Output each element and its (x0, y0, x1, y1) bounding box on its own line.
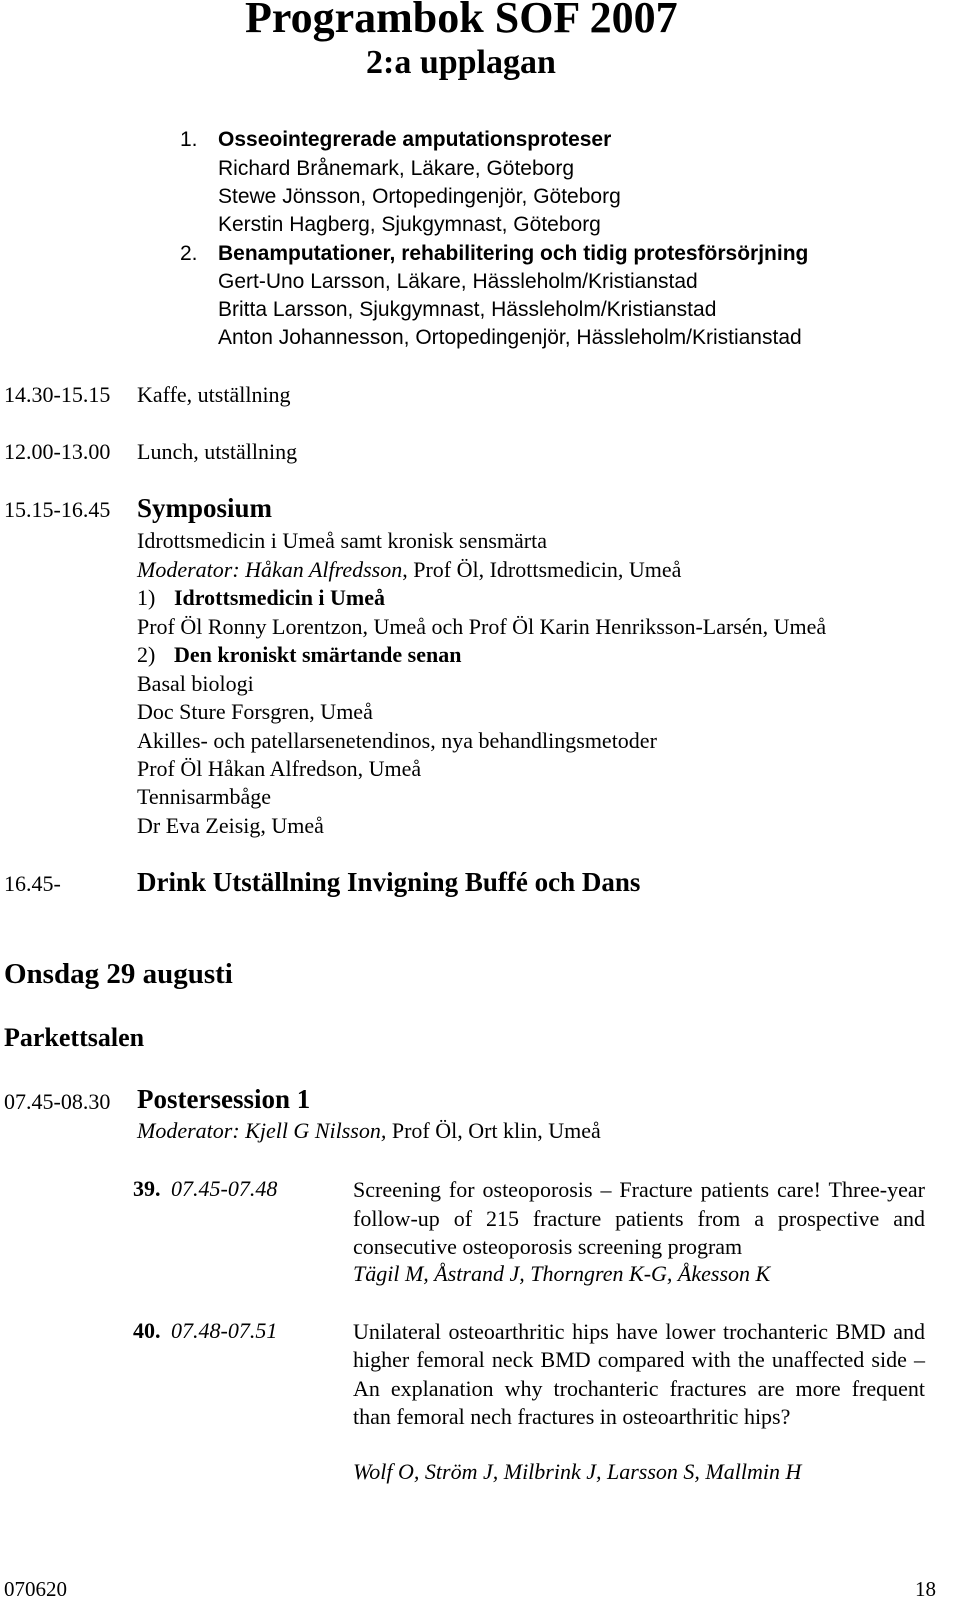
symposium-time: 15.15-16.45 (4, 497, 111, 522)
postersession-title: Postersession 1 (137, 1084, 311, 1114)
part-2-number: 2) (137, 642, 156, 667)
day-heading: Onsdag 29 augusti (4, 958, 233, 990)
poster-title: Unilateral osteoarthritic hips have lower trochanteric BMD and higher femoral neck BMD compared with the unaffected side – An explanation why trochanteric fractures are more frequent than femoral nech fractures in osteoarthritic hips? (353, 1319, 925, 1430)
edition-label: 2:a upplagan (366, 44, 556, 81)
item-2-title: Benamputationer, rehabilitering och tidig protesförsörjning (218, 242, 809, 265)
symposium-line: Doc Sture Forsgren, Umeå (137, 699, 373, 724)
poster-time: 07.48-07.51 (171, 1318, 278, 1343)
room-heading: Parkettsalen (4, 1023, 145, 1052)
item-2-speaker: Anton Johannesson, Ortopedingenjör, Hässleholm/Kristianstad (218, 326, 802, 349)
symposium-line: Basal biologi (137, 671, 254, 696)
part-1-title: Idrottsmedicin i Umeå (174, 585, 386, 610)
item-1-speaker: Kerstin Hagberg, Sjukgymnast, Göteborg (218, 213, 601, 236)
poster-authors: Wolf O, Ström J, Milbrink J, Larsson S, Mallmin H (353, 1459, 802, 1484)
item-1-speaker: Richard Brånemark, Läkare, Göteborg (218, 157, 575, 180)
symposium-line: Tennisarmbåge (137, 784, 272, 809)
part-1-speakers: Prof Öl Ronny Lorentzon, Umeå och Prof Öl Karin Henriksson-Larsén, Umeå (137, 614, 827, 639)
symposium-title: Symposium (137, 493, 273, 523)
symposium-line: Akilles- och patellarsenetendinos, nya behandlingsmetoder (137, 728, 657, 753)
symposium-line: Dr Eva Zeisig, Umeå (137, 813, 324, 838)
moderator-name: Moderator: Kjell G Nilsson, (137, 1118, 387, 1143)
part-2-title: Den kroniskt smärtande senan (174, 642, 462, 667)
break-label: Kaffe, utställning (137, 382, 291, 407)
break-label: Lunch, utställning (137, 439, 298, 464)
symposium-moderator (137, 557, 681, 583)
evening-title: Drink Utställning Invigning Buffé och Dans (137, 867, 641, 897)
postersession-time: 07.45-08.30 (4, 1089, 111, 1114)
moderator-affiliation: , Prof Öl, Idrottsmedicin, Umeå (402, 557, 682, 582)
page-number: 18 (915, 1577, 936, 1601)
poster-authors: Tägil M, Åstrand J, Thorngren K-G, Åkesson K (353, 1261, 771, 1286)
symposium-line: Prof Öl Håkan Alfredson, Umeå (137, 756, 422, 781)
poster-number: 40. (133, 1318, 161, 1343)
item-1-title: Osseointegrerade amputationsproteser (218, 128, 612, 151)
item-2-number: 2. (180, 242, 198, 265)
moderator-affiliation: Prof Öl, Ort klin, Umeå (386, 1118, 601, 1143)
item-1-speaker: Stewe Jönsson, Ortopedingenjör, Göteborg (218, 185, 621, 208)
poster-time: 07.45-07.48 (171, 1176, 278, 1201)
break-time: 12.00-13.00 (4, 439, 111, 464)
poster-number: 39. (133, 1176, 161, 1201)
evening-time: 16.45- (4, 871, 61, 896)
document-title: Programbok SOF 2007 (245, 0, 678, 42)
symposium-subtitle: Idrottsmedicin i Umeå samt kronisk sensmärta (137, 528, 547, 553)
part-1-number: 1) (137, 585, 156, 610)
poster-title: Screening for osteoporosis – Fracture patients care! Three-year follow-up of 215 fracture patients from a prospective and consecutive osteoporosis screening program (353, 1177, 925, 1259)
item-2-speaker: Gert-Uno Larsson, Läkare, Hässleholm/Kristianstad (218, 270, 698, 293)
footer-date-code: 070620 (4, 1577, 67, 1601)
break-time: 14.30-15.15 (4, 382, 111, 407)
moderator-name: Moderator: Håkan Alfredsson (137, 557, 403, 582)
postersession-moderator (137, 1118, 601, 1144)
item-1-number: 1. (180, 128, 198, 151)
item-2-speaker: Britta Larsson, Sjukgymnast, Hässleholm/Kristianstad (218, 298, 717, 321)
